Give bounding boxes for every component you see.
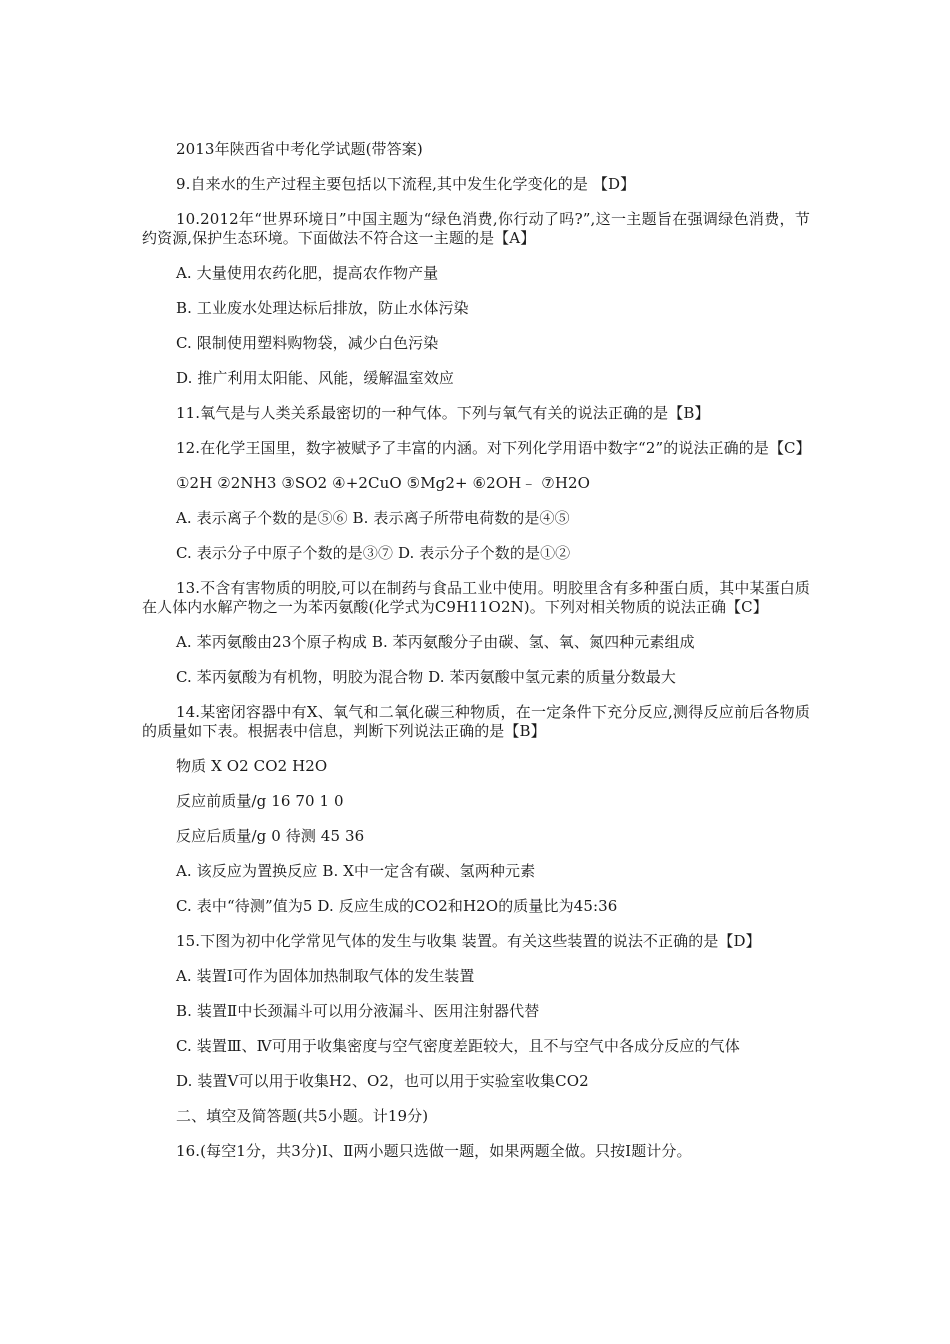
q15-option-c: C. 装置Ⅲ、Ⅳ可用于收集密度与空气密度差距较大，且不与空气中各成分反应的气体 xyxy=(176,1037,740,1055)
q13-options-cd: C. 苯丙氨酸为有机物，明胶为混合物 D. 苯丙氨酸中氢元素的质量分数最大 xyxy=(176,668,676,686)
section-2-heading: 二、填空及简答题(共5小题。计19分) xyxy=(176,1107,429,1125)
q14-table-row-after: 反应后质量/g 0 待测 45 36 xyxy=(176,827,365,845)
question-16: 16.(每空1分，共3分)Ⅰ、Ⅱ两小题只选做一题，如果两题全做。只按Ⅰ题计分。 xyxy=(176,1142,692,1160)
q15-option-a: A. 装置Ⅰ可作为固体加热制取气体的发生装置 xyxy=(176,967,475,985)
q10-option-c: C. 限制使用塑料购物袋，减少白色污染 xyxy=(176,334,439,352)
q10-option-b: B. 工业废水处理达标后排放，防止水体污染 xyxy=(176,299,469,317)
question-10: 10.2012年“世界环境日”中国主题为“绿色消费,你行动了吗?”,这一主题旨在强调绿色消费，节约资源,保护生态环境。下面做法不符合这一主题的是【A】 xyxy=(142,210,810,247)
q15-option-b: B. 装置Ⅱ中长颈漏斗可以用分液漏斗、医用注射器代替 xyxy=(176,1002,540,1020)
q14-options-cd: C. 表中“待测”值为5 D. 反应生成的CO2和H2O的质量比为45:36 xyxy=(176,897,618,915)
document-title: 2013年陕西省中考化学试题(带答案) xyxy=(176,140,423,158)
q10-option-a: A. 大量使用农药化肥，提高农作物产量 xyxy=(176,264,439,282)
question-12: 12.在化学王国里，数字被赋予了丰富的内涵。对下列化学用语中数字“2”的说法正确的是【C】 xyxy=(176,439,811,457)
q12-options-cd: C. 表示分子中原子个数的是③⑦ D. 表示分子个数的是①② xyxy=(176,544,571,562)
q10-option-d: D. 推广利用太阳能、风能，缓解温室效应 xyxy=(176,369,455,387)
question-9: 9.自来水的生产过程主要包括以下流程,其中发生化学变化的是 【D】 xyxy=(176,175,636,193)
question-13: 13.不含有害物质的明胶,可以在制药与食品工业中使用。明胶里含有多种蛋白质，其中某蛋白质在人体内水解产物之一为苯丙氨酸(化学式为C9H11O2N)。下列对相关物质的说法正确【C】 xyxy=(142,579,810,616)
q14-table-row-before: 反应前质量/g 16 70 1 0 xyxy=(176,792,344,810)
q12-formulas: ①2H ②2NH3 ③SO2 ④+2CuO ⑤Mg2+ ⑥2OH﹣ ⑦H2O xyxy=(176,474,591,492)
document-body xyxy=(142,140,810,1177)
q12-options-ab: A. 表示离子个数的是⑤⑥ B. 表示离子所带电荷数的是④⑤ xyxy=(176,509,570,527)
q14-table-header: 物质 X O2 CO2 H2O xyxy=(176,757,328,775)
q15-option-d: D. 装置Ⅴ可以用于收集H2、O2，也可以用于实验室收集CO2 xyxy=(176,1072,589,1090)
q14-options-ab: A. 该反应为置换反应 B. X中一定含有碳、氢两种元素 xyxy=(176,862,536,880)
question-11: 11.氧气是与人类关系最密切的一种气体。下列与氧气有关的说法正确的是【B】 xyxy=(176,404,710,422)
q13-options-ab: A. 苯丙氨酸由23个原子构成 B. 苯丙氨酸分子由碳、氢、氧、氮四种元素组成 xyxy=(176,633,695,651)
question-15: 15.下图为初中化学常见气体的发生与收集 装置。有关这些装置的说法不正确的是【D】 xyxy=(176,932,761,950)
question-14: 14.某密闭容器中有X、氧气和二氧化碳三种物质，在一定条件下充分反应,测得反应前后各物质的质量如下表。根据表中信息，判断下列说法正确的是【B】 xyxy=(142,703,810,740)
